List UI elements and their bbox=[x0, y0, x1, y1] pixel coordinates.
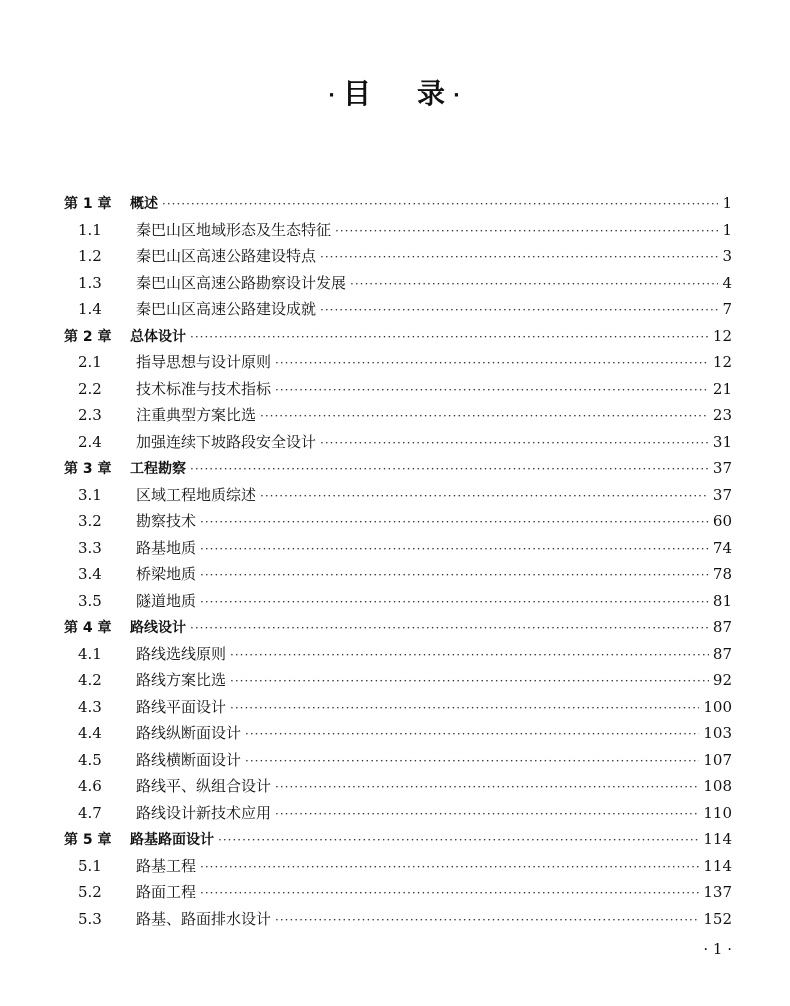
toc-entry-number: 2.3 bbox=[78, 406, 102, 424]
toc-entry-title: 路面工程 bbox=[136, 883, 197, 901]
toc-dot-leader bbox=[260, 483, 709, 510]
toc-entry-title: 秦巴山区高速公路勘察设计发展 bbox=[136, 273, 347, 292]
toc-section-row[interactable] bbox=[64, 217, 732, 244]
toc-section-row[interactable] bbox=[64, 296, 732, 323]
toc-entry-page: 7 bbox=[722, 300, 732, 318]
toc-chapter-row[interactable] bbox=[64, 614, 732, 641]
toc-entry-number: 1.4 bbox=[78, 300, 102, 318]
toc-entry-number: 5.3 bbox=[78, 909, 102, 928]
toc-dot-leader bbox=[200, 562, 709, 589]
toc-entry-page: 81 bbox=[712, 591, 732, 610]
toc-entry-page: 107 bbox=[703, 750, 732, 769]
title-char-lu: 录 bbox=[417, 77, 448, 110]
toc-entry-page: 100 bbox=[703, 697, 732, 716]
toc-dot-leader bbox=[230, 695, 699, 722]
toc-entry-number: 4.7 bbox=[78, 803, 102, 822]
toc-section-row[interactable] bbox=[64, 429, 732, 456]
title-right-dot: · bbox=[453, 84, 462, 106]
toc-entry-title: 路线方案比选 bbox=[136, 671, 227, 689]
toc-entry-title: 路线纵断面设计 bbox=[136, 724, 242, 742]
toc-entry-title: 路线平面设计 bbox=[136, 697, 227, 716]
toc-entry-page: 110 bbox=[703, 803, 732, 822]
toc-section-row[interactable] bbox=[64, 906, 732, 933]
toc-entry-title: 路基地质 bbox=[136, 538, 197, 557]
toc-dot-leader bbox=[350, 271, 718, 298]
toc-entry-number: 第 1 章 bbox=[64, 196, 112, 212]
toc-dot-leader bbox=[260, 403, 709, 430]
toc-entry-page: 74 bbox=[712, 538, 732, 557]
toc-section-row[interactable] bbox=[64, 508, 732, 535]
toc-dot-leader bbox=[275, 907, 699, 934]
toc-dot-leader bbox=[190, 615, 709, 642]
toc-dot-leader bbox=[275, 377, 709, 404]
toc-section-row[interactable] bbox=[64, 482, 732, 509]
toc-dot-leader bbox=[200, 536, 709, 563]
toc-entry-number: 3.5 bbox=[78, 591, 102, 610]
toc-section-row[interactable] bbox=[64, 667, 732, 694]
toc-dot-leader bbox=[335, 218, 718, 245]
toc-section-row[interactable] bbox=[64, 747, 732, 774]
toc-entry-title: 桥梁地质 bbox=[136, 565, 197, 583]
toc-dot-leader bbox=[200, 880, 699, 907]
toc-entry-page: 12 bbox=[712, 353, 732, 371]
toc-section-row[interactable] bbox=[64, 694, 732, 721]
toc-entry-title: 区域工程地质综述 bbox=[136, 485, 257, 504]
toc-section-row[interactable] bbox=[64, 402, 732, 429]
toc-dot-leader bbox=[200, 854, 699, 881]
title-left-dot: · bbox=[328, 84, 337, 106]
toc-entry-page: 87 bbox=[712, 618, 732, 636]
toc-entry-title: 隧道地质 bbox=[136, 591, 197, 610]
toc-entry-page: 87 bbox=[712, 644, 732, 663]
toc-entry-number: 3.1 bbox=[78, 485, 102, 504]
toc-chapter-row[interactable] bbox=[64, 190, 732, 217]
toc-entry-number: 1.3 bbox=[78, 273, 102, 292]
toc-dot-leader bbox=[320, 244, 718, 271]
toc-entry-number: 3.4 bbox=[78, 565, 102, 583]
page-number: · 1 · bbox=[703, 940, 732, 958]
toc-entry-number: 4.1 bbox=[78, 644, 102, 663]
toc-section-row[interactable] bbox=[64, 535, 732, 562]
toc-entry-page: 23 bbox=[712, 406, 732, 424]
toc-section-row[interactable] bbox=[64, 243, 732, 270]
toc-entry-page: 60 bbox=[712, 512, 732, 530]
table-of-contents bbox=[64, 190, 732, 932]
toc-entry-title: 技术标准与技术指标 bbox=[136, 379, 272, 398]
toc-entry-title: 秦巴山区高速公路建设特点 bbox=[136, 247, 317, 265]
page-title bbox=[0, 72, 790, 112]
toc-entry-title: 路线选线原则 bbox=[136, 644, 227, 663]
toc-entry-number: 2.4 bbox=[78, 432, 102, 451]
toc-entry-page: 4 bbox=[722, 273, 732, 292]
toc-entry-title: 指导思想与设计原则 bbox=[136, 353, 272, 371]
toc-entry-title: 总体设计 bbox=[130, 328, 186, 345]
toc-section-row[interactable] bbox=[64, 720, 732, 747]
toc-dot-leader bbox=[275, 774, 699, 801]
toc-dot-leader bbox=[245, 748, 699, 775]
toc-dot-leader bbox=[230, 668, 709, 695]
toc-entry-number: 4.5 bbox=[78, 750, 102, 769]
toc-entry-page: 92 bbox=[712, 671, 732, 689]
toc-section-row[interactable] bbox=[64, 800, 732, 827]
toc-dot-leader bbox=[320, 430, 709, 457]
toc-chapter-row[interactable] bbox=[64, 323, 732, 350]
toc-entry-title: 加强连续下坡路段安全设计 bbox=[136, 432, 317, 451]
toc-dot-leader bbox=[190, 456, 709, 483]
toc-section-row[interactable] bbox=[64, 879, 732, 906]
toc-entry-page: 21 bbox=[712, 379, 732, 398]
toc-entry-number: 2.1 bbox=[78, 353, 102, 371]
toc-entry-number: 1.1 bbox=[78, 220, 102, 239]
toc-entry-number: 第 3 章 bbox=[64, 461, 112, 477]
toc-section-row[interactable] bbox=[64, 641, 732, 668]
toc-entry-title: 勘察技术 bbox=[136, 512, 197, 530]
toc-entry-number: 4.2 bbox=[78, 671, 102, 689]
toc-entry-page: 78 bbox=[712, 565, 732, 583]
toc-entry-page: 137 bbox=[703, 883, 732, 901]
toc-entry-number: 4.6 bbox=[78, 777, 102, 795]
toc-section-row[interactable] bbox=[64, 588, 732, 615]
toc-entry-page: 108 bbox=[703, 777, 732, 795]
toc-dot-leader bbox=[200, 589, 709, 616]
toc-entry-number: 4.4 bbox=[78, 724, 102, 742]
toc-dot-leader bbox=[320, 297, 718, 324]
toc-dot-leader bbox=[218, 827, 699, 854]
toc-dot-leader bbox=[200, 509, 709, 536]
toc-dot-leader bbox=[162, 191, 718, 218]
toc-entry-number: 5.1 bbox=[78, 856, 102, 875]
toc-dot-leader bbox=[245, 721, 699, 748]
toc-entry-page: 152 bbox=[703, 909, 732, 928]
toc-entry-title: 秦巴山区地域形态及生态特征 bbox=[136, 220, 332, 239]
toc-entry-title: 路线设计 bbox=[130, 620, 186, 636]
toc-section-row[interactable] bbox=[64, 561, 732, 588]
toc-section-row[interactable] bbox=[64, 376, 732, 403]
toc-entry-title: 路线平、纵组合设计 bbox=[136, 777, 272, 795]
toc-dot-leader bbox=[275, 801, 699, 828]
toc-entry-page: 114 bbox=[703, 856, 732, 875]
toc-entry-title: 路线设计新技术应用 bbox=[136, 803, 272, 822]
toc-section-row[interactable] bbox=[64, 270, 732, 297]
toc-entry-page: 103 bbox=[703, 724, 732, 742]
toc-entry-title: 路基路面设计 bbox=[130, 832, 214, 848]
toc-entry-page: 37 bbox=[712, 459, 732, 477]
toc-chapter-row[interactable] bbox=[64, 455, 732, 482]
toc-section-row[interactable] bbox=[64, 773, 732, 800]
toc-chapter-row[interactable] bbox=[64, 826, 732, 853]
toc-entry-number: 1.2 bbox=[78, 247, 102, 265]
toc-entry-number: 5.2 bbox=[78, 883, 102, 901]
toc-entry-number: 第 2 章 bbox=[64, 328, 112, 345]
toc-entry-page: 12 bbox=[712, 326, 732, 345]
toc-entry-page: 3 bbox=[722, 247, 732, 265]
toc-entry-number: 3.2 bbox=[78, 512, 102, 530]
toc-entry-page: 1 bbox=[722, 194, 732, 212]
toc-dot-leader bbox=[275, 350, 709, 377]
toc-entry-number: 第 5 章 bbox=[64, 832, 112, 848]
toc-entry-number: 3.3 bbox=[78, 538, 102, 557]
toc-entry-number: 2.2 bbox=[78, 379, 102, 398]
toc-entry-title: 路基、路面排水设计 bbox=[136, 909, 272, 928]
toc-section-row[interactable] bbox=[64, 853, 732, 880]
toc-dot-leader bbox=[190, 324, 709, 351]
toc-entry-number: 第 4 章 bbox=[64, 620, 112, 636]
toc-entry-title: 秦巴山区高速公路建设成就 bbox=[136, 300, 317, 318]
toc-entry-page: 37 bbox=[712, 485, 732, 504]
toc-entry-page: 31 bbox=[712, 432, 732, 451]
toc-dot-leader bbox=[230, 642, 709, 669]
toc-entry-page: 1 bbox=[722, 220, 732, 239]
title-char-mu: 目 bbox=[342, 77, 373, 110]
toc-entry-title: 路基工程 bbox=[136, 856, 197, 875]
toc-entry-title: 路线横断面设计 bbox=[136, 750, 242, 769]
toc-entry-title: 工程勘察 bbox=[130, 461, 186, 477]
toc-entry-title: 概述 bbox=[130, 196, 158, 212]
toc-entry-number: 4.3 bbox=[78, 697, 102, 716]
toc-section-row[interactable] bbox=[64, 349, 732, 376]
toc-entry-title: 注重典型方案比选 bbox=[136, 406, 257, 424]
toc-entry-page: 114 bbox=[703, 830, 732, 848]
